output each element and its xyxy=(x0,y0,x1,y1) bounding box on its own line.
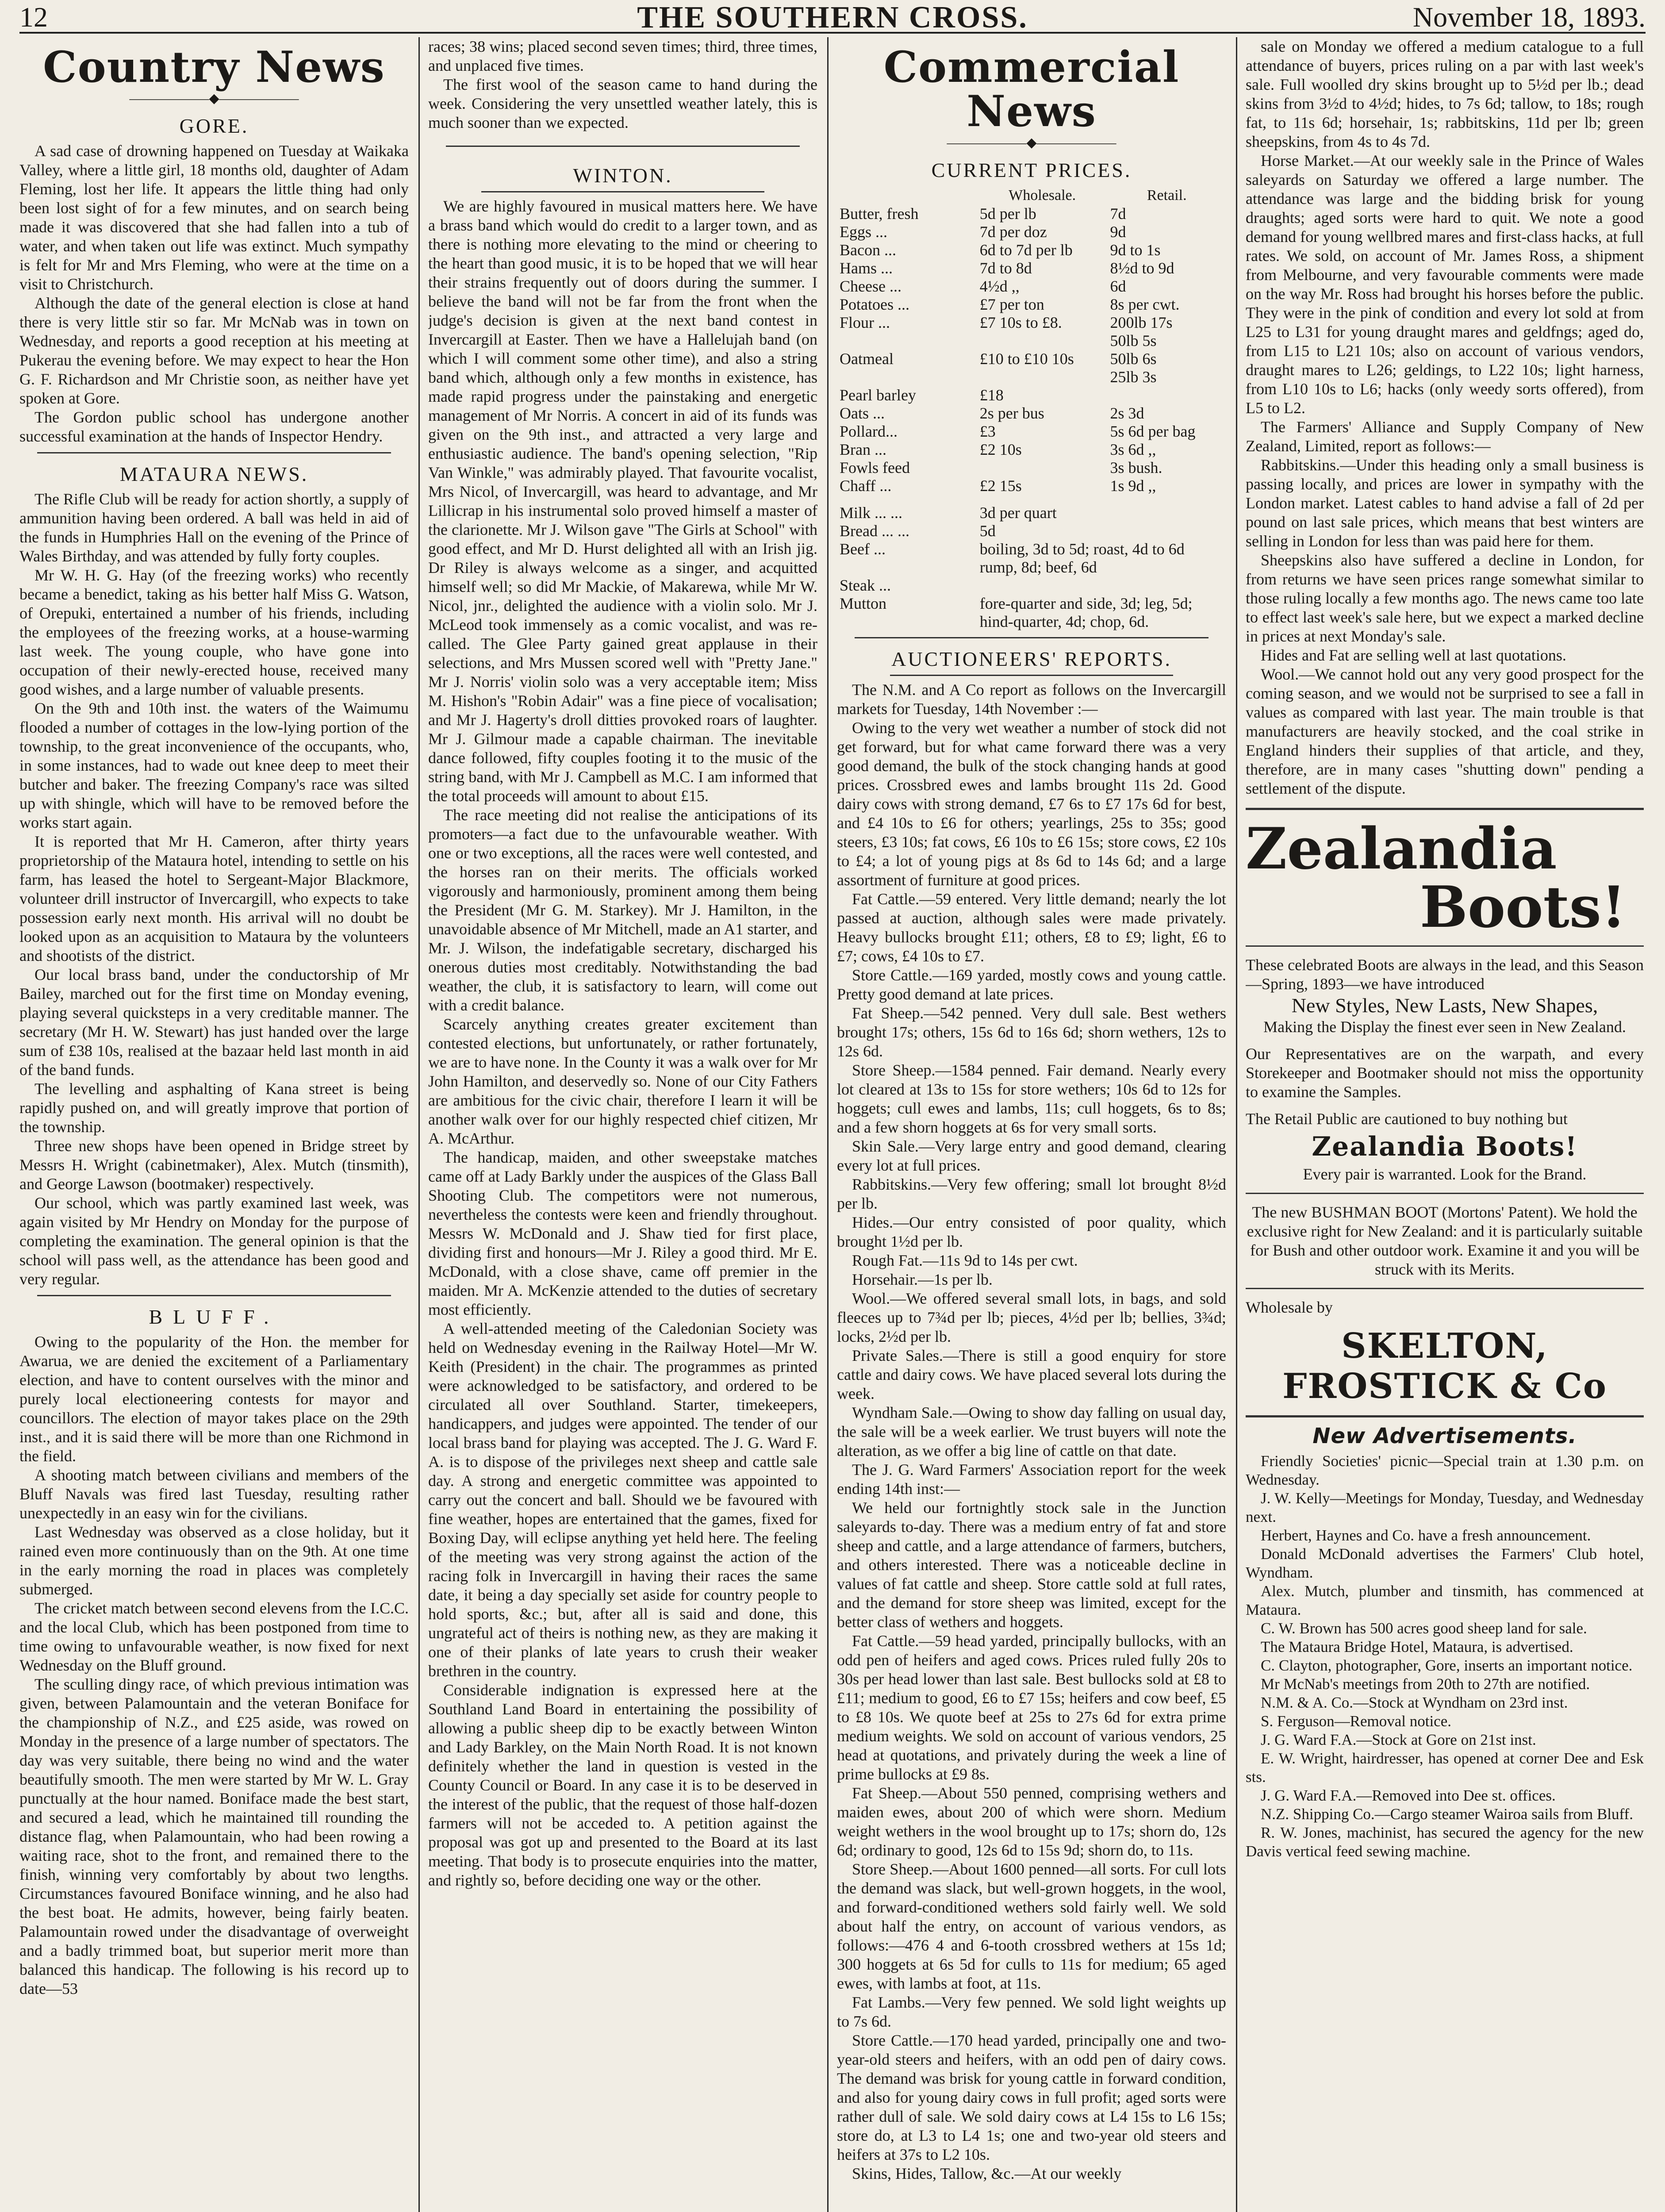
article-paragraph: Store Sheep.—1584 penned. Fair demand. Nearly every lot cleared at 13s to 15s for store wethers; 10s 6d to 12s for hoggets; cull ewes and lambs, 11s; cull hoggets, 6s to 8s; and a few shorn hoggets at 6s for very small sorts. xyxy=(837,1061,1226,1136)
price-row xyxy=(837,277,1226,296)
price-item: Potatoes ... xyxy=(840,296,909,313)
new-ads-heading: New Advertisements. xyxy=(1312,1424,1577,1448)
new-ad-item: Donald McDonald advertises the Farmers' Club hotel, Wyndham. xyxy=(1246,1545,1644,1581)
wholesale-price: 5d per lb xyxy=(979,205,1036,223)
article-paragraph: Wool.—We offered several small lots, in bags, and sold fleeces up to 7¾d per lb; pieces, 4½d per lb; bellies, 3¾d; locks, 2½d per lb. xyxy=(837,1290,1226,1345)
current-prices-heading: CURRENT PRICES. xyxy=(931,159,1132,181)
retail-price: 7d xyxy=(1110,205,1126,223)
price-item: Beef ... xyxy=(840,540,886,558)
article-paragraph: Our local brass band, under the conductorship of Mr Bailey, marched out for the first time on Monday evening, playing several quicksteps in a very creditable manner. The secretary (Mr H. W. Stewart) has just handed over the large sum of £38 10s, realised at the bazaar held last month in aid of the band funds. xyxy=(19,966,409,1079)
price-item xyxy=(837,332,977,350)
wholesale-price: 6d to 7d per lb xyxy=(979,241,1073,259)
retail-price: 200lb 17s xyxy=(1110,314,1173,331)
price-item: Bran ... xyxy=(840,441,886,458)
retail-price: 6d xyxy=(1110,277,1126,295)
zealandia-boots-advertisement xyxy=(1246,816,1644,1406)
wholesale-price: £3 xyxy=(979,422,996,440)
article-paragraph: Rough Fat.—11s 9d to 14s per cwt. xyxy=(852,1252,1078,1269)
article-paragraph: Wool.—We cannot hold out any very good prospect for the coming season, and we would not be surprised to see a fall in values as compared with last year. The main trouble is that manufacturers are heavily stocked, and the coal strike in England hinders their supplies of that article, and they, therefore, are in many cases "shutting down" pending a settlement of the dispute. xyxy=(1246,665,1644,797)
price-row xyxy=(837,404,1226,422)
wholesale-price xyxy=(977,332,1108,350)
article-paragraph: A sad case of drowning happened on Tuesday at Waikaka Valley, where a little girl, 18 months old, daughter of Adam Fleming, lost her life. It appears the little thing had only been lost sight of for a few minutes, and on search being made it was discovered that she had fallen into a tub of water, and when taken out life was extinct. Much sympathy is felt for Mr and Mrs Fleming, who were at the time on a visit to Christchurch. xyxy=(19,142,409,293)
price-item: Chaff ... xyxy=(840,477,892,495)
retail-price: 50lb 5s xyxy=(1110,332,1157,349)
ad-display-line: Making the Display the finest ever seen in New Zealand. xyxy=(1263,1018,1626,1036)
ad-warranty: Every pair is warranted. Look for the Brand. xyxy=(1303,1165,1587,1183)
article-paragraph: Fat Sheep.—About 550 penned, comprising wethers and maiden ewes, about 200 of which were shorn. Medium weight wethers in the wool brought up to 17s; shorn do, 12s 6d; ordinary to good, 12s 6d to 15s 9d; shorn do, to 11s. xyxy=(837,1784,1226,1859)
price-item: Mutton xyxy=(840,595,887,612)
article-paragraph: Skin Sale.—Very large entry and good demand, clearing every lot at full prices. xyxy=(837,1137,1226,1174)
article-paragraph: The Gordon public school has undergone another successful examination at the hands of Inspector Hendry. xyxy=(19,408,409,445)
wholesale-column-header: Wholesale. xyxy=(1009,187,1076,204)
article-paragraph: Fat Cattle.—59 entered. Very little demand; nearly the lot passed at auction, although sales were made privately. Heavy bullocks brought £11; others, £8 to £9; light, £6 to £7; cows, £4 10s to £7. xyxy=(837,890,1226,965)
article-paragraph: Sheepskins also have suffered a decline in London, for from returns we have seen prices range somewhat similar to those ruling locally a few months ago. The news came too late to effect last week's sale here, but we expect a marked decline in prices at next Monday's sale. xyxy=(1246,551,1644,645)
section-divider xyxy=(1246,808,1644,810)
retail-price: 8½d to 9d xyxy=(1110,259,1174,277)
winton-heading: WINTON. xyxy=(573,164,673,187)
retail-price: 3d per quart xyxy=(979,504,1057,522)
price-item xyxy=(837,368,977,386)
retail-price: 1s 9d ,, xyxy=(1110,477,1156,495)
ad-caution: The Retail Public are cautioned to buy nothing but xyxy=(1246,1110,1568,1128)
article-paragraph: Hides.—Our entry consisted of poor quality, which brought 1½d per lb. xyxy=(837,1214,1226,1250)
article-paragraph: The Farmers' Alliance and Supply Company of New Zealand, Limited, report as follows:— xyxy=(1246,418,1644,455)
page-number: 12 xyxy=(19,1,48,33)
retail-price: 3s 6d ,, xyxy=(1110,441,1156,458)
price-row xyxy=(837,314,1226,332)
new-ad-item: C. Clayton, photographer, Gore, inserts an important notice. xyxy=(1261,1657,1633,1674)
prices-table xyxy=(837,186,1226,495)
article-paragraph: Considerable indignation is expressed here at the Southland Land Board in entertaining the possibility of allowing a public sheep dip to be exactly between Winton and Lady Barkley, on the Main North Road. It is not known definitely whether the land in question is vested in the County Council or Board. In any case it is to be deserved in the interest of the public, that the request of those half-dozen farmers will not be acceded to. A petition against the proposal was got up and presented to the Board at its last meeting. That body is to prosecute enquiries into the matter, and rightly so, before deciding one way or the other. xyxy=(428,1681,817,1889)
article-paragraph: The race meeting did not realise the anticipations of its promoters—a fact due to the unfavourable weather. With one or two exceptions, all the races were well contested, and the horses ran on their merits. The officials worked vigorously and harmoniously, prominent among them being the President (Mr G. M. Starkey). Mr J. Hamilton, in the unavoidable absence of Mr Mitchell, made an A1 starter, and Mr. J. Wilson, the indefatigable secretary, discharged his onerous duties most creditably. Notwithstanding the bad weather, the club, it is satisfactory to learn, will come out with a credit balance. xyxy=(428,806,817,1014)
new-ad-item: C. W. Brown has 500 acres good sheep land for sale. xyxy=(1261,1620,1587,1637)
price-item: Eggs ... xyxy=(840,223,887,241)
article-paragraph: Store Cattle.—169 yarded, mostly cows and young cattle. Pretty good demand at late prices. xyxy=(837,966,1226,1003)
wholesale-price: 7d to 8d xyxy=(979,259,1032,277)
article-paragraph: sale on Monday we offered a medium catalogue to a full attendance of buyers, prices ruling on a par with last week's sale. Full woolled dry skins brought up to 5½d per lb.; dead skins from 3½d to 4½d; hides, to 7s 6d; tallow, to 18s; rough fat, to 11s 6d; horsehair, 1s; rabbitskins, 11d per lb; green sheepskins, from 4s to 4s 7d. xyxy=(1246,38,1644,150)
price-item: Hams ... xyxy=(840,259,893,277)
paper-name: THE SOUTHERN CROSS. xyxy=(637,0,1028,35)
price-row xyxy=(837,350,1226,368)
retail-price: fore-quarter and side, 3d; leg, 5d; xyxy=(979,595,1193,612)
article-paragraph: Horsehair.—1s per lb. xyxy=(852,1271,993,1288)
article-paragraph: Horse Market.—At our weekly sale in the Prince of Wales saleyards on Saturday we offered a large number. The attendance was large and the bidding brisk for young draughts; aged sorts were hard to quit. We note a good demand for young wellbred mares and first-class hacks, at full rates. We sold, on account of Mr. James Ross, a shipment from Melbourne, and very favourable comments were made on the way Mr. Ross had brought his horses before the public. They were in the pink of condition and every lot sold at from L25 to L31 for young draught mares and geldfngs; aged do, from L15 to L21 10s; also on account of various vendors, draught mares to L26; geldings, to L22 10s; light harness, from L10 10s to L6; hacks (only weedy sorts offered), from L5 to L2. xyxy=(1246,152,1644,417)
article-paragraph: Although the date of the general election is close at hand there is very little stir so far. Mr McNab was in town on Wednesday, and reports a good reception at his meeting at Pukerau the evening before. We may expect to hear the Hon G. F. Richardson and Mr Christie soon, as neither have yet spoken at Gore. xyxy=(19,294,409,407)
retail-price: 9d to 1s xyxy=(1110,241,1161,259)
retail-price: 3s bush. xyxy=(1110,459,1162,476)
ad-headline-boots: Boots! xyxy=(1419,874,1626,941)
price-item: Bread ... ... xyxy=(840,522,909,540)
retail-price: 8s per cwt. xyxy=(1110,296,1180,313)
country-news-banner: Country News xyxy=(43,42,385,92)
wholesale-price: £7 per ton xyxy=(979,296,1044,313)
article-paragraph: Rabbitskins.—Very few offering; small lot brought 8½d per lb. xyxy=(837,1175,1226,1212)
column-rule xyxy=(418,37,420,2212)
retail-price-row xyxy=(837,504,1226,522)
price-row xyxy=(837,368,1226,386)
price-item: Pollard... xyxy=(840,422,898,440)
gore-heading: GORE. xyxy=(179,115,249,137)
ad-headline-zealandia: Zealandia xyxy=(1246,816,1557,882)
price-row xyxy=(837,241,1226,259)
article-paragraph: races; 38 wins; placed second seven times; third, three times, and unplaced five times. xyxy=(428,38,817,74)
article-paragraph: Fat Lambs.—Very few penned. We sold light weights up to 7s 6d. xyxy=(837,1993,1226,2030)
article-paragraph: The first wool of the season came to hand during the week. Considering the very unsettled weather lately, this is much sooner than we expected. xyxy=(428,76,817,131)
price-row xyxy=(837,459,1226,477)
wholesale-price: £7 10s to £8. xyxy=(979,314,1062,331)
ad-new-styles: New Styles, New Lasts, New Shapes, xyxy=(1291,994,1598,1017)
article-paragraph: Wyndham Sale.—Owing to show day falling on usual day, the sale will be a week earlier. We trust buyers will note the alteration, as we offer a big line of cattle on that date. xyxy=(837,1404,1226,1459)
price-row xyxy=(837,386,1226,404)
bluff-heading: BLUFF. xyxy=(149,1306,280,1328)
article-paragraph: Hides and Fat are selling well at last quotations. xyxy=(1261,646,1566,664)
column-rule xyxy=(1236,37,1237,2212)
retail-price: 9d xyxy=(1110,223,1126,241)
article-paragraph: The levelling and asphalting of Kana street is being rapidly pushed on, and will greatly improve that portion of the township. xyxy=(19,1080,409,1136)
price-item: Pearl barley xyxy=(840,386,916,404)
price-item: Flour ... xyxy=(840,314,890,331)
ad-firm-name: SKELTON, FROSTICK & Co xyxy=(1282,1326,1607,1406)
retail-price-row xyxy=(837,540,1226,558)
retail-price-row xyxy=(837,522,1226,540)
gore-article xyxy=(19,142,409,446)
article-paragraph: Fat Cattle.—59 head yarded, principally bullocks, with an odd pen of heifers and aged cows. Prices ruled fully 20s to 30s per head lower than last sale. Best bullocks sold at £8 to £11; medium to good, £6 to £7 15s; heifers and cow beef, £5 to £8 10s. We quote beef at 25s to 27s 6d for extra prime medium weights. We sold on account of various vendors, 25 head at quotations, and privately during the week a line of prime bullocks at £9 8s. xyxy=(837,1632,1226,1783)
wholesale-price: £10 to £10 10s xyxy=(979,350,1074,368)
retail-price xyxy=(1108,386,1226,404)
ad-divider xyxy=(1246,1288,1644,1289)
price-item: Bacon ... xyxy=(840,241,896,259)
price-item: Oatmeal xyxy=(840,350,894,368)
article-paragraph: The handicap, maiden, and other sweepstake matches came off at Lady Barkly under the auspices of the Glass Ball Shooting Club. The competitors were not numerous, nevertheless the contests were keen and friendly throughout. Messrs W. McDonald and J. Shaw tied for first place, dividing first and honours—Mr J. Riley a good third. Mr E. McDonald, with a close shave, came off premier in the maiden. Mr A. McKenzie attended to the duties of secretary most efficiently. xyxy=(428,1148,817,1318)
retail-price: 25lb 3s xyxy=(1110,368,1157,386)
new-ads-list xyxy=(1246,1452,1644,1861)
article-paragraph: Scarcely anything creates greater excitement than contested elections, but unfortunately, or rather fortunately, we are to have none. In the County it was a walk over for Mr John Hamilton, and deservedly so. None of our City Fathers are ambitious for the civic chair, therefore I learn it will be another walk over for our highly respected chief citizen, Mr A. McArthur. xyxy=(428,1015,817,1147)
mataura-heading: MATAURA NEWS. xyxy=(119,463,309,485)
article-paragraph: The N.M. and A Co report as follows on the Invercargill markets for Tuesday, 14th November :— xyxy=(837,681,1226,718)
article-paragraph: We held our fortnightly stock sale in the Junction saleyards to-day. There was a medium entry of fat and store sheep and cattle, and a large attendance of farmers, butchers, and others interested. There was a noticeable decline in values of fat cattle and sheep. Store cattle sold at full rates, and the demand for store sheep was limited, except for the better class of wethers and hoggets. xyxy=(837,1499,1226,1631)
price-row xyxy=(837,259,1226,277)
article-paragraph: Last Wednesday was observed as a close holiday, but it rained even more continuously than on the 9th. At one time in the early morning the road in places was completely submerged. xyxy=(19,1523,409,1598)
price-row xyxy=(837,332,1226,350)
wholesale-price: 7d per doz xyxy=(979,223,1047,241)
new-ad-item: Mr McNab's meetings from 20th to 27th are notified. xyxy=(1261,1675,1590,1693)
article-paragraph: It is reported that Mr H. Cameron, after thirty years proprietorship of the Mataura hotel, intending to settle on his farm, has leased the hotel to Sergeant-Major Blackmore, volunteer drill instructor of Invercargill, who expects to take possession early next month. His arrival will no doubt be looked upon as an acquisition to Mataura by the volunteers and shootists of the district. xyxy=(19,833,409,964)
retail-prices-body xyxy=(837,504,1226,631)
diamond-divider: ——————◆—————— xyxy=(129,91,299,106)
article-paragraph: Store Cattle.—170 head yarded, principally one and two-year-old steers and heifers, with an odd pen of dairy cows. The demand was brisk for young cattle in forward condition, and also for young dairy cows in full profit; aged sorts were rather dull of sale. We sold dairy cows at L4 15s to L6 15s; store do, at L3 to L4 1s; one and two-year old steers and heifers at 37s to L2 10s. xyxy=(837,2032,1226,2163)
retail-price-row xyxy=(837,595,1226,613)
article-paragraph: On the 9th and 10th inst. the waters of the Waimumu flooded a number of cottages in the low-lying portion of the township, to the great inconvenience of the occupants, who, in some instances, had to wade out knee deep to meet their butcher and baker. The freezing Company's race was silted up with shingle, which will have to be removed before the works start again. xyxy=(19,699,409,831)
new-ad-item: N.M. & A. Co.—Stock at Wyndham on 23rd inst. xyxy=(1261,1694,1568,1711)
article-paragraph: Mr W. H. G. Hay (of the freezing works) who recently became a benedict, taking as his better half Miss G. Watson, of Orepuki, entertained a number of his friends, including the employees of the freezing works, at a house-warming last week. The young couple, who have gone into occupation of their newly-erected house, received many good wishes, and a large number of valuable presents. xyxy=(19,566,409,698)
ad-wholesale-by: Wholesale by xyxy=(1246,1298,1333,1316)
auctioneers-heading: AUCTIONEERS' REPORTS. xyxy=(891,648,1172,670)
issue-date: November 18, 1893. xyxy=(1412,1,1646,33)
price-item: Butter, fresh xyxy=(840,205,919,223)
price-row xyxy=(837,223,1226,241)
article-paragraph: Store Sheep.—About 1600 penned—all sorts. For cull lots the demand was slack, but well-grown hoggets, in the wool, and forward-conditioned wethers sold fairly well. We sold about half the entry, on account of various vendors, as follows:—476 4 and 6-tooth crossbred wethers at 15s 1d; 300 hoggets at 6s 5d for culls to 11s for medium; 65 aged ewes, with lambs at foot, at 11s. xyxy=(837,1860,1226,1992)
ad-bushman-boot: The new BUSHMAN BOOT (Mortons' Patent). We hold the exclusive right for New Zealand: and it is particularly suitable for Bush and other outdoor work. Examine it and you will be struck with its Merits. xyxy=(1247,1203,1643,1278)
auctioneers-article xyxy=(837,680,1226,2183)
price-row xyxy=(837,441,1226,459)
wholesale-price: 2s per bus xyxy=(979,404,1044,422)
column-1 xyxy=(19,37,409,2212)
price-row xyxy=(837,296,1226,314)
ad-divider xyxy=(1246,945,1644,947)
wholesale-price: £2 10s xyxy=(979,441,1022,458)
new-ad-item: E. W. Wright, hairdresser, has opened at corner Dee and Esk sts. xyxy=(1246,1750,1644,1786)
price-item: Oats ... xyxy=(840,404,885,422)
retail-price: 5d xyxy=(979,522,996,540)
retail-price: 50lb 6s xyxy=(1110,350,1157,368)
price-item: Steak ... xyxy=(840,576,891,594)
price-item: Fowls feed xyxy=(840,459,910,476)
market-report-article xyxy=(1246,37,1644,798)
section-divider xyxy=(481,191,764,192)
retail-price: hind-quarter, 4d; chop, 6d. xyxy=(979,613,1149,630)
new-ad-item: Herbert, Haynes and Co. have a fresh announcement. xyxy=(1261,1527,1591,1544)
commercial-news-banner: Commercial News xyxy=(883,42,1180,136)
new-ad-item: Alex. Mutch, plumber and tinsmith, has commenced at Mataura. xyxy=(1246,1582,1644,1618)
column-2 xyxy=(428,37,817,2212)
article-paragraph: Owing to the popularity of the Hon. the member for Awarua, we are denied the excitement of a Parliamentary election, and have to content ourselves with the minor and purely local electioneering contests for mayor and councillors. The election of mayor takes place on the 29th inst., and it is said there will be more than one Richmond in the field. xyxy=(19,1333,409,1465)
mataura-article xyxy=(19,490,409,1289)
retail-price-row xyxy=(837,558,1226,576)
new-ad-item: J. G. Ward F.A.—Stock at Gore on 21st inst. xyxy=(1261,1731,1536,1748)
article-paragraph: We are highly favoured in musical matters here. We have a brass band which would do credit to a larger town, and as there is nothing more elevating to the mind or cheering to the heart than good music, it is to be hoped that we will hear their strains frequently out of doors during the summer. I believe the band will not be far from the front when the judge's decision is given at the next band contest in Invercargill at Easter. Then we have a Hallelujah band (on which I will comment some other time), and also a string band which, although only a few months in existence, has made rapid progress under the painstaking and energetic management of Mr Norris. A concert in aid of its funds was given on the 9th inst., and attracted a very large and enthusiastic audience. The band's opening selection, "Rip Van Winkle," was admirably played. That favourite vocalist, Mrs Nicol, of Invercargill, was heard to advantage, and Mr Lillicrap in his instrumental solo proved himself a master of the clarionette. Mr J. Wilson gave "The Girls at School" with good effect, and Mr D. Hurst delighted all with an Irish jig. Dr Riley is always welcome as a singer, and acquitted himself well; so did Mr Mackie, of Makarewa, while Mr W. Nicol, jnr., delighted the audience with a violin solo. Mr J. McLeod took immensely as a comic vocalist, and was re-called. The Glee Party gained great applause in their selections, and Mrs Mussen scored well with "Pretty Jane." Mr J. Norris' violin solo was a very acceptable item; Miss M. Hishon's "Robin Adair" was a fine piece of vocalisation; and Mr J. Hagerty's droll ditties provoked roars of laughter. Mr J. Gilmour made a capable chairman. The inevitable dance followed, fifty couples footing it to the music of the string band, with Mr J. Campbell as M.C. I am informed that the total proceeds will amount to about £15. xyxy=(428,197,817,805)
new-ad-item: N.Z. Shipping Co.—Cargo steamer Wairoa sails from Bluff. xyxy=(1261,1805,1633,1823)
price-item xyxy=(837,613,977,631)
column-3 xyxy=(837,37,1226,2212)
masthead xyxy=(19,0,1646,34)
section-divider xyxy=(37,1295,391,1296)
article-paragraph: Three new shops have been opened in Bridge street by Messrs H. Wright (cabinetmaker), Alex. Mutch (tinsmith), and George Lawson (bootmaker) respectively. xyxy=(19,1137,409,1193)
prices-table-body xyxy=(837,205,1226,495)
retail-price: rump, 8d; beef, 6d xyxy=(979,558,1097,576)
section-divider xyxy=(1246,1415,1644,1417)
article-paragraph: Rabbitskins.—Under this heading only a small business is passing locally, and prices are lower in sympathy with the London market. Latest cables to hand advise a fall of 2d per pound on last sale prices, which means that best winters are selling in London for less than was paid here for them. xyxy=(1246,456,1644,550)
section-divider xyxy=(890,675,1173,676)
new-advertisements xyxy=(1246,1424,1644,1861)
wholesale-price: 4½d ,, xyxy=(979,277,1020,295)
retail-price: 2s 3d xyxy=(1110,404,1144,422)
new-ad-item: Friendly Societies' picnic—Special train at 1.30 p.m. on Wednesday. xyxy=(1246,1452,1644,1488)
wholesale-price xyxy=(977,459,1108,477)
article-paragraph: Skins, Hides, Tallow, &c.—At our weekly xyxy=(852,2165,1122,2182)
retail-price-row xyxy=(837,613,1226,631)
article-paragraph: Private Sales.—There is still a good enquiry for store cattle and dairy cows. We have placed several lots during the week. xyxy=(837,1347,1226,1402)
new-ad-item: The Mataura Bridge Hotel, Mataura, is advertised. xyxy=(1261,1638,1573,1655)
new-ad-item: J. G. Ward F.A.—Removed into Dee st. offices. xyxy=(1261,1787,1556,1804)
section-divider xyxy=(855,637,1208,638)
article-paragraph: The cricket match between second elevens from the I.C.C. and the local Club, which has been postponed from time to time owing to unfavourable weather, is now fixed for next Wednesday on the Bluff ground. xyxy=(19,1599,409,1674)
bluff-article xyxy=(19,1333,409,1998)
retail-price: boiling, 3d to 5d; roast, 4d to 6d xyxy=(979,540,1185,558)
wholesale-price: £2 15s xyxy=(979,477,1022,495)
column-4 xyxy=(1246,37,1644,2212)
retail-price-row xyxy=(837,576,1226,595)
price-row xyxy=(837,205,1226,223)
retail-price: 5s 6d per bag xyxy=(1110,422,1196,440)
retail-price xyxy=(977,576,1226,595)
new-ad-item: S. Ferguson—Removal notice. xyxy=(1261,1713,1451,1730)
article-paragraph: The sculling dingy race, of which previous intimation was given, between Palamountain and the veteran Boniface for the championship of N.Z., and £25 aside, was rowed on Monday in the presence of a large number of spectators. The day was very suitable, there being no wind and the water beautifully smooth. The men were started by Mr W. L. Gray punctually at the hour named. Boniface made the best start, and secured a lead, which he maintained till rounding the distance flag, when Palamountain, who had been rowing a waiting race, shot to the front, and remained there to the finish, winning very comfortably by about two lengths. Circumstances favoured Boniface winning, and he also had the best boat. He admits, however, being fairly beaten. Palamountain rowed under the disadvantage of overweight and a badly trimmed boat, but superior merit more than balanced this handicap. The following is his record up to date—53 xyxy=(19,1675,409,1997)
article-paragraph: Our school, which was partly examined last week, was again visited by Mr Hendry on Monday for the purpose of completing the examination. The general opinion is that the school will pass well, as the attendance has been good and very regular. xyxy=(19,1194,409,1288)
article-paragraph: The J. G. Ward Farmers' Association report for the week ending 14th inst:— xyxy=(837,1461,1226,1498)
article-paragraph: A shooting match between civilians and members of the Bluff Navals was fired last Tuesday, resulting rather unexpectedly in an easy win for the civilians. xyxy=(19,1466,409,1522)
price-row xyxy=(837,422,1226,441)
winton-article xyxy=(428,197,817,1890)
wholesale-price: £18 xyxy=(979,386,1004,404)
section-divider xyxy=(37,452,391,453)
wholesale-price xyxy=(977,368,1108,386)
price-item xyxy=(837,558,977,576)
price-row xyxy=(837,477,1226,495)
price-item: Milk ... ... xyxy=(840,504,903,522)
ad-divider xyxy=(1246,1193,1644,1194)
article-paragraph: The Rifle Club will be ready for action shortly, a supply of ammunition having been ordered. A ball was held in aid of the funds in Humphries Hall on the evening of the Prince of Wales Birthday, and was attended by fully forty couples. xyxy=(19,490,409,565)
article-paragraph: Owing to the very wet weather a number of stock did not get forward, but for what came forward there was a very good demand, the bulk of the stock changing hands at good prices. Crossbred ewes and lambs brought 11s 2d. Good dairy cows with strong demand, £7 6s to £7 17s 6d for best, and £4 10s to £6 for others; yearlings, 25s to 35s; good steers, £3 10s; fat cows, £6 10s to £6 15s; store cows, £2 10s to £4; a lot of young pigs at 8s 6d to 14s 6d; and a large assortment of furniture at good prices. xyxy=(837,719,1226,889)
article-paragraph: Fat Sheep.—542 penned. Very dull sale. Best wethers brought 17s; others, 15s 6d to 16s 6d; shorn wethers, 12s to 12s 6d. xyxy=(837,1004,1226,1060)
column-rule xyxy=(827,37,829,2212)
ad-intro: These celebrated Boots are always in the lead, and this Season—Spring, 1893—we have introduced xyxy=(1246,956,1644,993)
diamond-divider: ——————◆—————— xyxy=(947,135,1116,150)
retail-column-header: Retail. xyxy=(1147,187,1187,204)
ad-representatives: Our Representatives are on the warpath, and every Storekeeper and Bootmaker should not miss the opportunity to examine the Samples. xyxy=(1246,1045,1644,1101)
price-item: Cheese ... xyxy=(840,277,902,295)
new-ad-item: J. W. Kelly—Meetings for Monday, Tuesday, and Wednesday next. xyxy=(1246,1490,1644,1525)
new-ad-item: R. W. Jones, machinist, has secured the agency for the new Davis vertical feed sewing machine. xyxy=(1246,1824,1644,1860)
section-divider xyxy=(446,146,800,147)
article-paragraph: A well-attended meeting of the Caledonian Society was held on Wednesday evening in the Railway Hotel—Mr W. Keith (President) in the chair. The programmes as printed were acknowledged to be satisfactory, and ordered to be circulated all over Southland. Starter, timekeepers, handicappers, and judges were appointed. The tender of our local brass band for playing was accepted. The J. G. Ward F. A. is to dispose of the privileges next sheep and cattle sale day. A strong and energetic committee was appointed to carry out the concert and ball. Should we be favoured with fine weather, hopes are entertained that the games, fixed for Boxing Day, will eclipse anything yet held here. The feeling of the meeting was very strong against the action of the racing folk in Invercargill in having their races the same date, it being a day specially set aside for country people to hold sports, &c.; but, after all is said and done, this ungrateful act of theirs is nothing new, as they are making it one of their planks of late years to crush their weaker brethren in the country. xyxy=(428,1320,817,1680)
retail-prices-table xyxy=(837,504,1226,631)
ad-brand-line: Zealandia Boots! xyxy=(1312,1131,1578,1162)
